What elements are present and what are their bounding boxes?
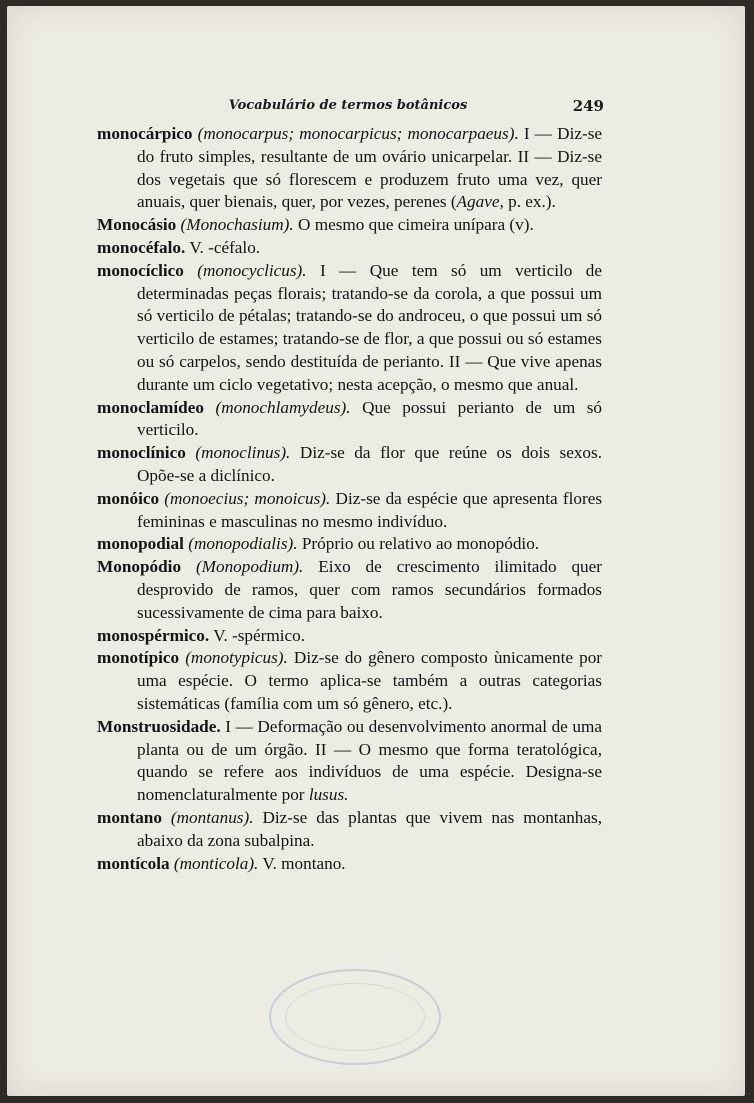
entry-latin: (monocyclicus). bbox=[197, 260, 307, 280]
entry-headword: Monstruosidade. bbox=[97, 716, 221, 736]
entry-definition: O mesmo que cimeira unípara (v). bbox=[297, 215, 534, 235]
entry-definition: V. -spérmico. bbox=[213, 625, 305, 645]
entry-definition: V. -céfalo. bbox=[189, 237, 261, 257]
entry-monociclico bbox=[97, 260, 602, 397]
entry-definition: Diz-se da flor que reúne os dois sexos. Opõe-se a diclínico. bbox=[137, 443, 603, 485]
entry-latin: (montanus). bbox=[170, 807, 254, 827]
entry-headword: monoclamídeo bbox=[97, 397, 204, 417]
running-title: Vocabulário de termos botânicos bbox=[228, 98, 468, 113]
entry-definition: I — Que tem só um verticilo de determinadas peças florais; tratando-se da corola, a que possui um só verticilo de pétalas; tratando-se do androceu, o que possui um só verticilo de estames; tratando-se de flor, a que possui ou só estames ou só carpelos, sendo destituída de perianto. II — Que vive apenas durante um ciclo vegetativo; nesta acepção, o mesmo que anual. bbox=[137, 260, 602, 394]
entry-definition: Diz-se do gênero composto ùnicamente por uma espécie. O termo aplica-se também a outras categorias sistemáticas (família com um só gênero, etc.). bbox=[137, 648, 603, 713]
entry-latin: (monotypicus). bbox=[185, 648, 288, 668]
entry-definition: I — Deformação ou desenvolvimento anormal de uma planta ou de um órgão. II — O mesmo que forma teratológica, quando se refere aos indivíduos de uma espécie. Designa-se nomenclaturalmente por bbox=[137, 716, 602, 805]
entry-headword: Monopódio bbox=[97, 557, 182, 577]
entry-definition: Diz-se da espécie que apresenta flores femininas e masculinas no mesmo indivíduo. bbox=[137, 488, 603, 531]
entry-definition: Eixo de crescimento ilimitado quer desprovido de ramos, quer com ramos secundários formados sucessivamente de cima para baixo. bbox=[137, 557, 603, 622]
entry-monocarpico bbox=[97, 123, 602, 214]
entry-example: Agave bbox=[456, 192, 500, 212]
entry-monopodio bbox=[97, 556, 602, 624]
entry-monotipico bbox=[97, 647, 602, 715]
entry-monopodial bbox=[97, 533, 602, 556]
entry-headword: monocéfalo. bbox=[97, 237, 186, 257]
entry-headword: monocárpico bbox=[97, 124, 193, 143]
entry-headword: montícola bbox=[97, 853, 170, 873]
entry-list bbox=[97, 123, 602, 875]
entry-headword: monotípico bbox=[97, 648, 180, 668]
entry-latin: (monoecius; monoicus). bbox=[164, 488, 331, 508]
entry-definition: I — Diz-se do fruto simples, resultante de um ovário unicarpelar. II — Diz-se dos vegetais que só florescem e produzem fruto uma vez, quer anuais, quer bienais, quer, por vezes, perenes ( bbox=[137, 124, 603, 212]
page-header bbox=[92, 93, 604, 119]
entry-latin: (monocarpus; monocarpicus; monocarpaeus). bbox=[197, 124, 519, 143]
entry-headword: montano bbox=[97, 807, 162, 827]
entry-monocefalo bbox=[97, 237, 602, 260]
entry-monticola bbox=[97, 853, 602, 876]
entry-headword: monoclínico bbox=[97, 443, 186, 463]
entry-headword: Monocásio bbox=[97, 215, 177, 235]
entry-latin: (Monopodium). bbox=[195, 557, 304, 577]
entry-monoclamideo bbox=[97, 397, 602, 443]
entry-headword: monopodial bbox=[97, 534, 184, 554]
entry-headword: monóico bbox=[97, 488, 160, 508]
entry-definition: Que possui perianto de um só verticilo. bbox=[137, 397, 603, 440]
entry-latin: (monochlamydeus). bbox=[215, 397, 351, 417]
entry-latin: (monoclinus). bbox=[195, 443, 291, 463]
entry-latin: (monopodialis). bbox=[188, 534, 298, 554]
entry-monoclinico bbox=[97, 442, 602, 488]
entry-latin: (monticola). bbox=[173, 853, 259, 873]
entry-monoico bbox=[97, 488, 602, 534]
entry-latin: (Monochasium). bbox=[180, 215, 294, 235]
entry-monocasio bbox=[97, 214, 602, 237]
entry-monstruosidade bbox=[97, 716, 602, 807]
book-page bbox=[7, 6, 745, 1096]
library-stamp bbox=[269, 969, 441, 1065]
entry-example: lusus. bbox=[308, 785, 349, 805]
page-number: 249 bbox=[572, 97, 604, 115]
entry-definition-tail: , p. ex.). bbox=[499, 192, 556, 212]
entry-montano bbox=[97, 807, 602, 853]
entry-headword: monocíclico bbox=[97, 260, 184, 280]
entry-definition: Próprio ou relativo ao monopódio. bbox=[301, 534, 540, 554]
entry-headword: monospérmico. bbox=[97, 625, 210, 645]
entry-definition: V. montano. bbox=[262, 853, 346, 873]
entry-definition: Diz-se das plantas que vivem nas montanhas, abaixo da zona subalpina. bbox=[137, 807, 603, 850]
entry-monospermico bbox=[97, 625, 602, 648]
